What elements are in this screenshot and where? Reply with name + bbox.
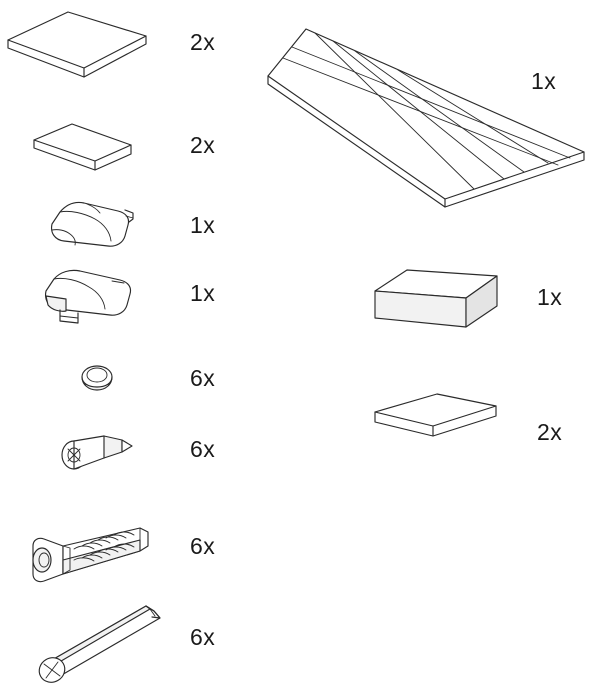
cam-lock-screw-icon: [62, 436, 132, 469]
quantity-label-solid-block: 1x: [537, 284, 563, 310]
quantity-label-small-panel: 2x: [190, 132, 216, 158]
tiled-board-icon: [268, 29, 584, 207]
quantity-label-bracket-left: 1x: [190, 280, 216, 306]
bracket-cover-icon: [52, 202, 133, 246]
quantity-label-wall-plug: 6x: [190, 533, 216, 559]
bracket-body-icon: [46, 270, 131, 323]
rectangular-block-icon: [375, 270, 497, 327]
quantity-label-screw: 6x: [190, 624, 216, 650]
long-screw-icon: [35, 606, 160, 687]
wall-plug-icon: [33, 528, 148, 582]
quantity-label-thin-plate: 2x: [537, 419, 563, 445]
round-cap-icon: [82, 366, 112, 390]
quantity-label-cover-cap: 6x: [190, 365, 216, 391]
quantity-label-tiled-board: 1x: [531, 68, 557, 94]
quantity-label-bracket-right: 1x: [190, 212, 216, 238]
quantity-label-large-panel: 2x: [190, 29, 216, 55]
thin-plate-icon: [375, 394, 496, 436]
flat-panel-icon: [8, 12, 146, 77]
flat-strip-icon: [34, 124, 131, 170]
quantity-label-cam-lock: 6x: [190, 436, 216, 462]
